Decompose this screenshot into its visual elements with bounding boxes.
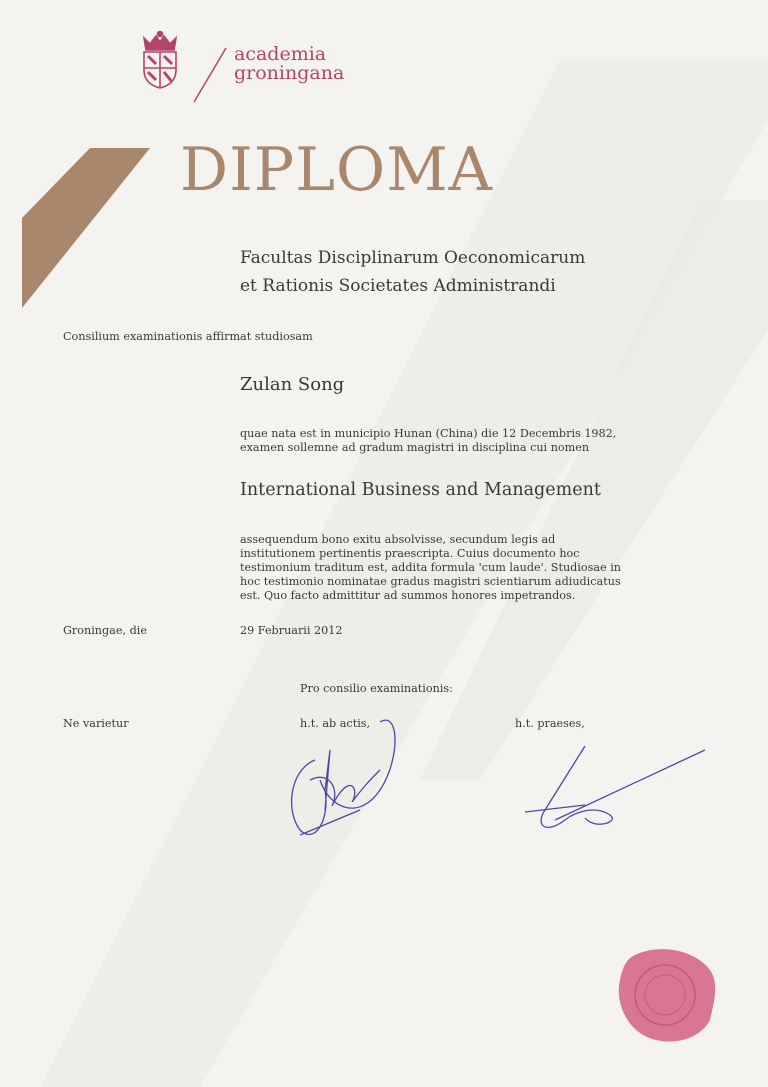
faculty-line-1: Facultas Disciplinarum Oeconomicarum <box>240 248 586 268</box>
university-coat-of-arms-icon <box>136 30 184 90</box>
body-line: assequendum bono exitu absolvisse, secundum legis ad <box>240 533 556 546</box>
affirmation-text: Consilium examinationis affirmat studiosam <box>63 330 313 343</box>
secretary-signature <box>270 710 410 850</box>
signatures-heading: Pro consilio examinationis: <box>300 682 453 695</box>
body-line: hoc testimonio nominatae gradus magistri scientiarum adiudicatus <box>240 575 621 588</box>
program-name: International Business and Management <box>240 480 601 500</box>
chair-label: h.t. praeses, <box>515 717 585 730</box>
diploma-title: DIPLOMA <box>180 135 493 205</box>
ne-varietur-label: Ne varietur <box>63 717 129 730</box>
place-label: Groningae, die <box>63 624 147 637</box>
birth-text-line-2: examen sollemne ad gradum magistri in disciplina cui nomen <box>240 441 590 454</box>
student-name: Zulan Song <box>240 374 345 395</box>
birth-text-line-1: quae nata est in municipio Hunan (China) die 12 Decembris 1982, <box>240 427 617 440</box>
wax-seal <box>615 945 720 1045</box>
logo-divider-slash <box>190 46 230 106</box>
issue-date: 29 Februarii 2012 <box>240 624 343 637</box>
body-line: est. Quo facto admittitur ad summos honores impetrandos. <box>240 589 576 602</box>
secretary-label: h.t. ab actis, <box>300 717 371 730</box>
brand-line-2: groningana <box>234 62 345 84</box>
brand-line-1: academia <box>234 43 327 65</box>
body-line: institutionem pertinentis praescripta. Cuius documento hoc <box>240 547 580 560</box>
body-line: testimonium traditum est, addita formula 'cum laude'. Studiosae in <box>240 561 621 574</box>
faculty-line-2: et Rationis Societates Administrandi <box>240 276 556 296</box>
chair-signature <box>515 740 715 840</box>
accent-stripe <box>22 148 150 308</box>
